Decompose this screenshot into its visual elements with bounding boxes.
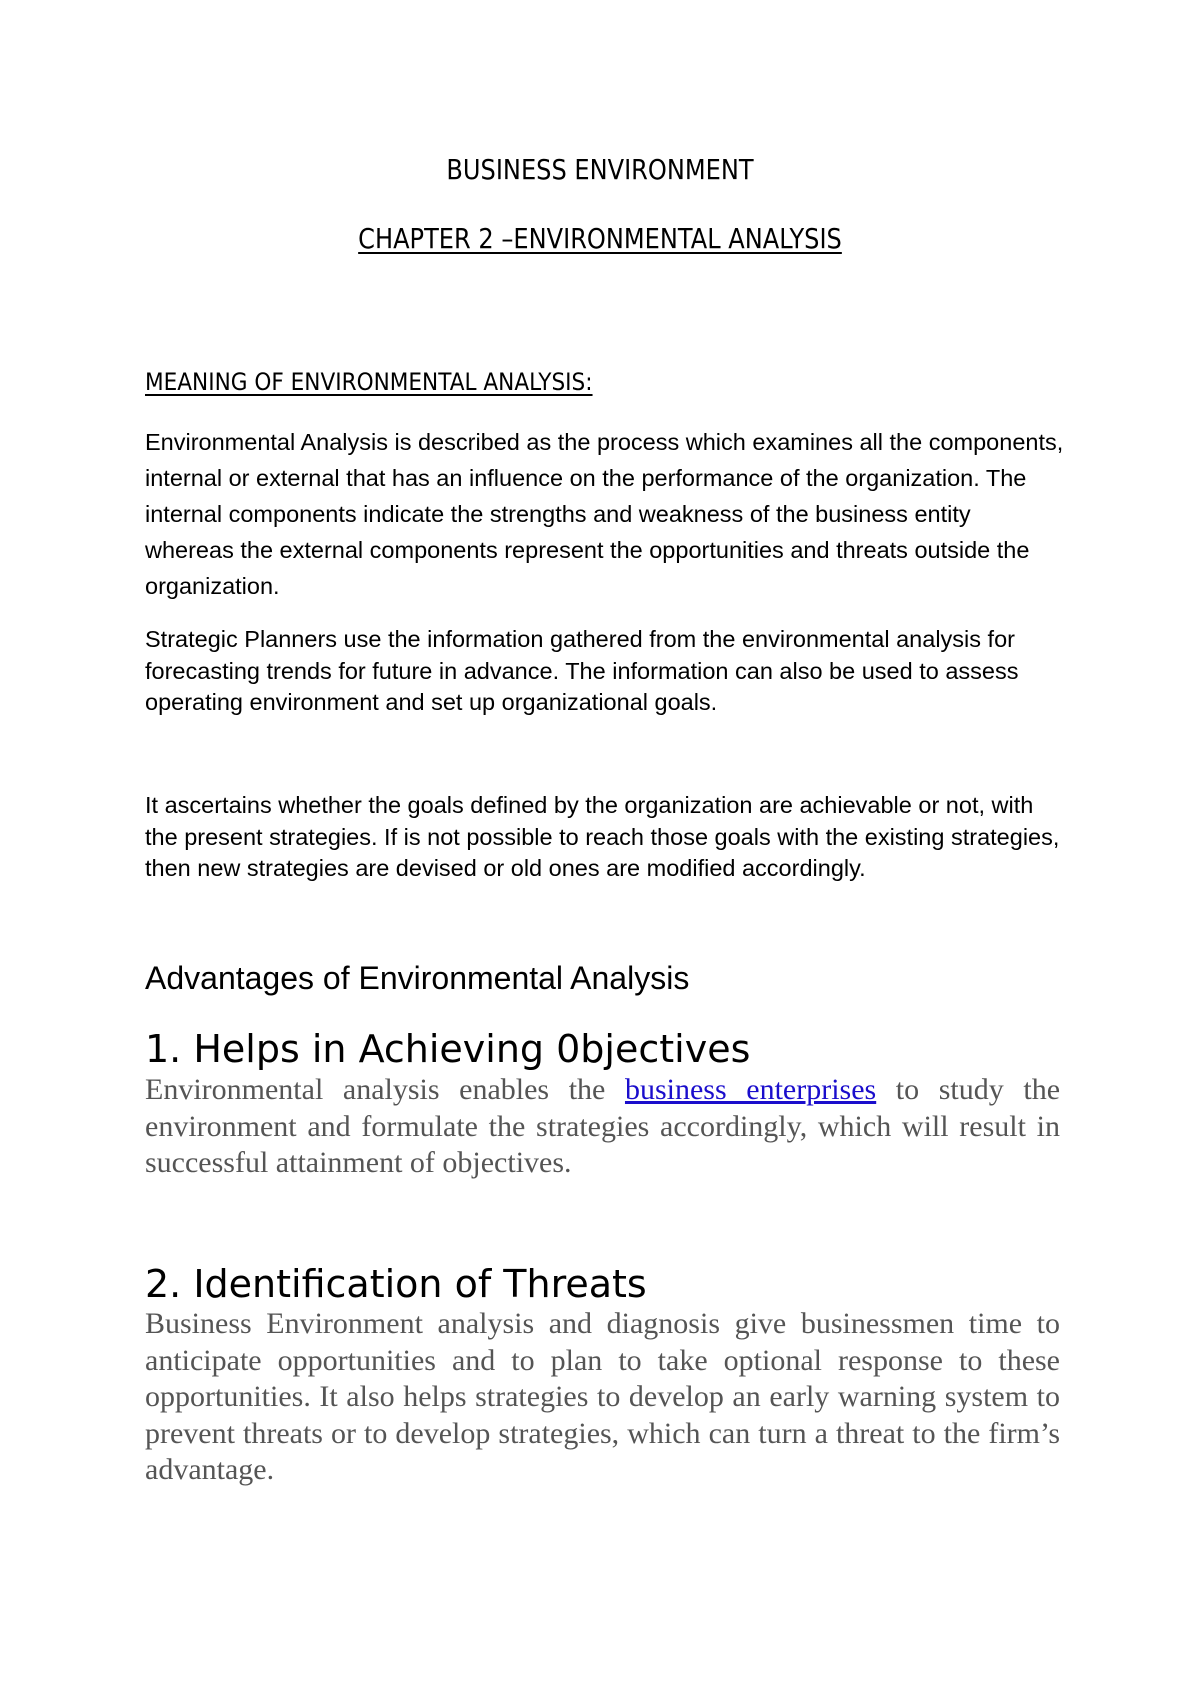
document-title: BUSINESS ENVIRONMENT <box>446 153 754 186</box>
advantage-1-title: 1. Helps in Achieving 0bjectives <box>145 1027 751 1071</box>
advantage-1-text-before: Environmental analysis enables the <box>145 1073 625 1106</box>
advantage-2-title: 2. Identification of Threats <box>145 1262 647 1306</box>
meaning-paragraph-3: It ascertains whether the goals defined by the organization are achievable or not, with the present strategies. If is not possible to reach those goals with the existing strategies, then new strategies are devised or old ones are modified accordingly. <box>145 792 1060 881</box>
advantage-1-text-after: to study the environment and formulate the strategies accordingly, which will result in successful attainment of objectives. <box>145 1073 1061 1180</box>
meaning-heading: MEANING OF ENVIRONMENTAL ANALYSIS: <box>145 368 593 396</box>
advantage-2-text: Business Environment analysis and diagnosis give businessmen time to anticipate opportunities and to plan to take optional response to these opportunities. It also helps strategies to develop an early warning system to prevent threats or to develop strategies, which can turn a threat to the firm’s advantage. <box>145 1307 1060 1487</box>
business-enterprises-link[interactable]: business enterprises <box>624 1073 877 1106</box>
meaning-paragraph-1: Environmental Analysis is described as the process which examines all the components, internal or external that has an influence on the performance of the organization. The internal components indicate the strengths and weakness of the business entity whereas the external components represent the opportunities and threats outside the organization. <box>145 429 1064 599</box>
meaning-paragraph-2: Strategic Planners use the information gathered from the environmental analysis for forecasting trends for future in advance. The information can also be used to assess operating environment and set up organizational goals. <box>145 626 1019 715</box>
advantage-1-text <box>145 1072 1060 1182</box>
chapter-title: CHAPTER 2 –ENVIRONMENTAL ANALYSIS <box>358 222 842 255</box>
advantages-heading: Advantages of Environmental Analysis <box>145 960 690 996</box>
